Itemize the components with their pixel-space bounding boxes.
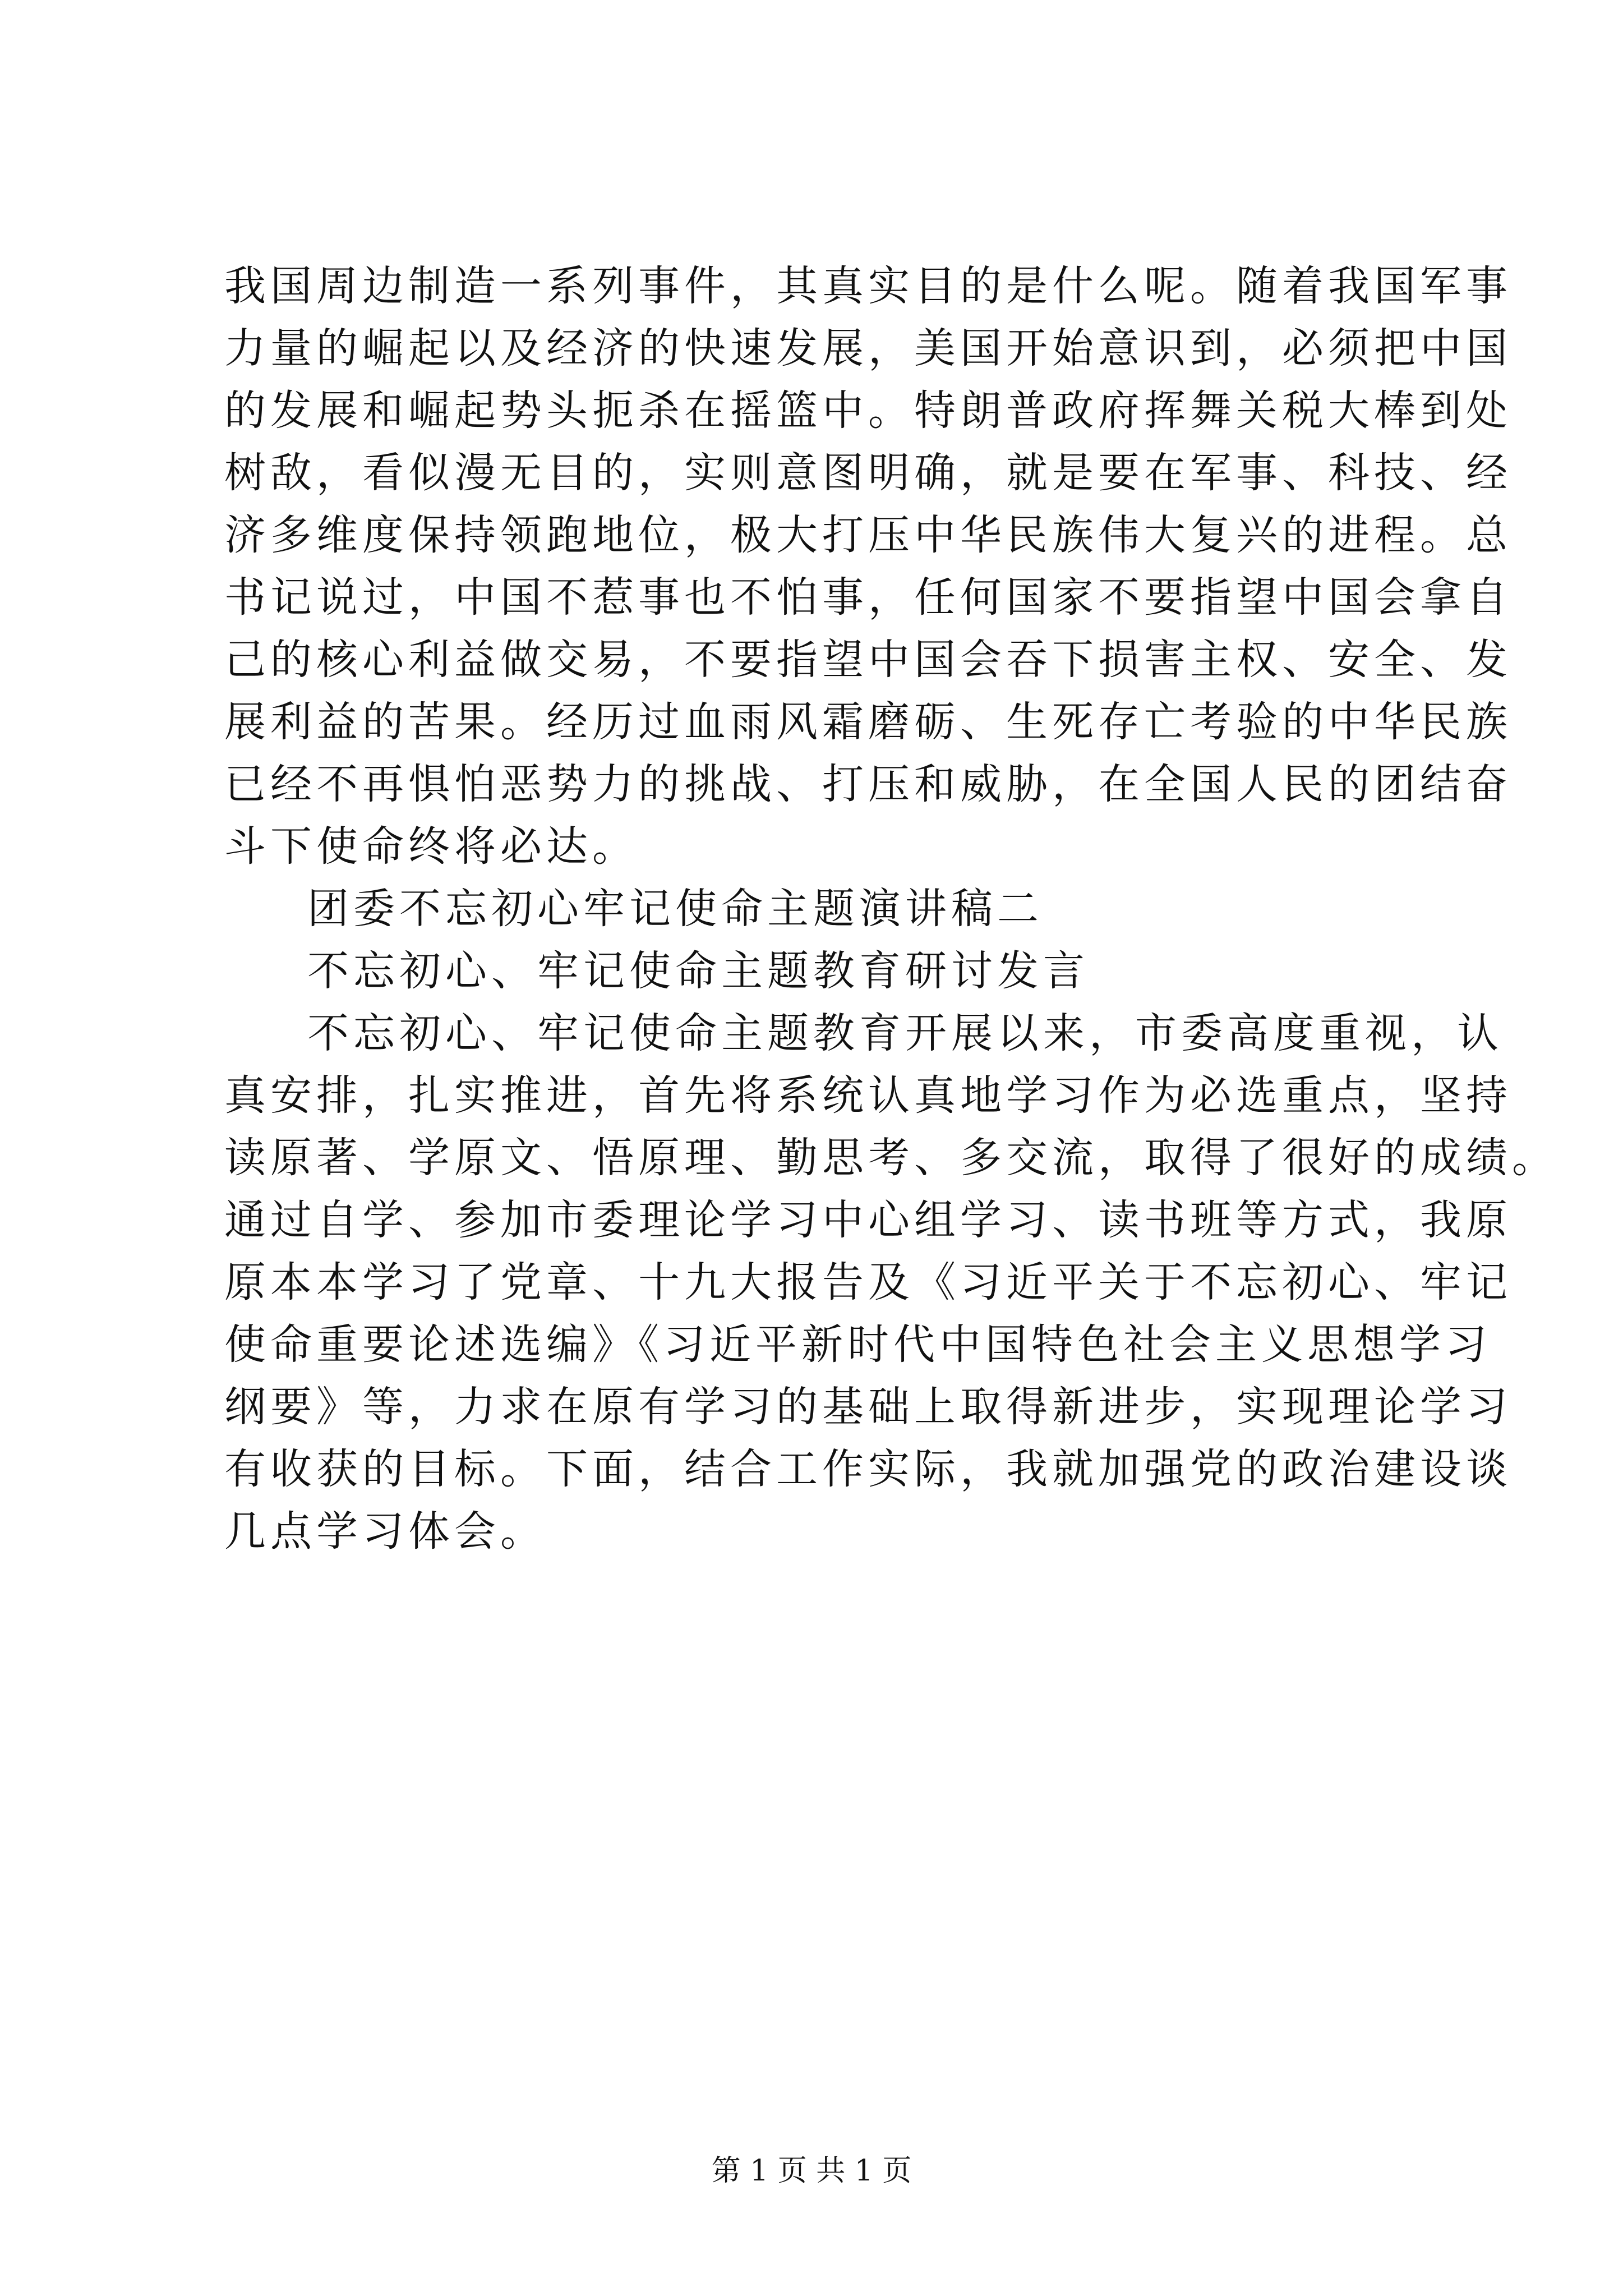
document-body — [224, 255, 1558, 1563]
paragraph-line: 几点学习体会。 — [224, 1507, 546, 1556]
paragraph-line: 书记说过，中国不惹事也不怕事，任何国家不要指望中国会拿自 — [224, 573, 1512, 622]
paragraph-line: 通过自学、参加市委理论学习中心组学习、读书班等方式，我原 — [224, 1196, 1512, 1244]
paragraph-line: 已经不再惧怕恶势力的挑战、打压和威胁，在全国人民的团结奋 — [224, 760, 1512, 808]
paragraph-line: 展利益的苦果。经历过血雨风霜磨砺、生死存亡考验的中华民族 — [224, 698, 1512, 746]
paragraph-line: 力量的崛起以及经济的快速发展，美国开始意识到，必须把中国 — [224, 324, 1512, 372]
paragraph-line: 不忘初心、牢记使命主题教育开展以来，市委高度重视，认 — [307, 1009, 1503, 1057]
paragraph-line: 斗下使命终将必达。 — [224, 822, 638, 871]
paragraph-line: 纲要》等，力求在原有学习的基础上取得新进步，实现理论学习 — [224, 1383, 1512, 1431]
paragraph-line: 使命重要论述选编》《习近平新时代中国特色社会主义思想学习 — [224, 1320, 1491, 1369]
section-heading: 团委不忘初心牢记使命主题演讲稿二 — [307, 885, 1043, 933]
paragraph-line: 原本本学习了党章、十九大报告及《习近平关于不忘初心、牢记 — [224, 1258, 1512, 1306]
paragraph-line: 树敌，看似漫无目的，实则意图明确，就是要在军事、科技、经 — [224, 449, 1512, 497]
page-number: 第 1 页 共 1 页 — [711, 2154, 912, 2188]
paragraph-line: 己的核心利益做交易，不要指望中国会吞下损害主权、安全、发 — [224, 636, 1512, 684]
page-footer — [0, 2151, 1623, 2191]
section-subheading: 不忘初心、牢记使命主题教育研讨发言 — [307, 947, 1089, 995]
paragraph-line: 有收获的目标。下面，结合工作实际，我就加强党的政治建设谈 — [224, 1445, 1512, 1493]
paragraph-line: 读原著、学原文、悟原理、勤思考、多交流，取得了很好的成绩。 — [224, 1134, 1558, 1182]
paragraph-line: 济多维度保持领跑地位，极大打压中华民族伟大复兴的进程。总 — [224, 511, 1512, 559]
paragraph-line: 的发展和崛起势头扼杀在摇篮中。特朗普政府挥舞关税大棒到处 — [224, 386, 1512, 435]
paragraph-line: 我国周边制造一系列事件，其真实目的是什么呢。随着我国军事 — [224, 262, 1512, 310]
paragraph-line: 真安排，扎实推进，首先将系统认真地学习作为必选重点，坚持 — [224, 1071, 1512, 1120]
